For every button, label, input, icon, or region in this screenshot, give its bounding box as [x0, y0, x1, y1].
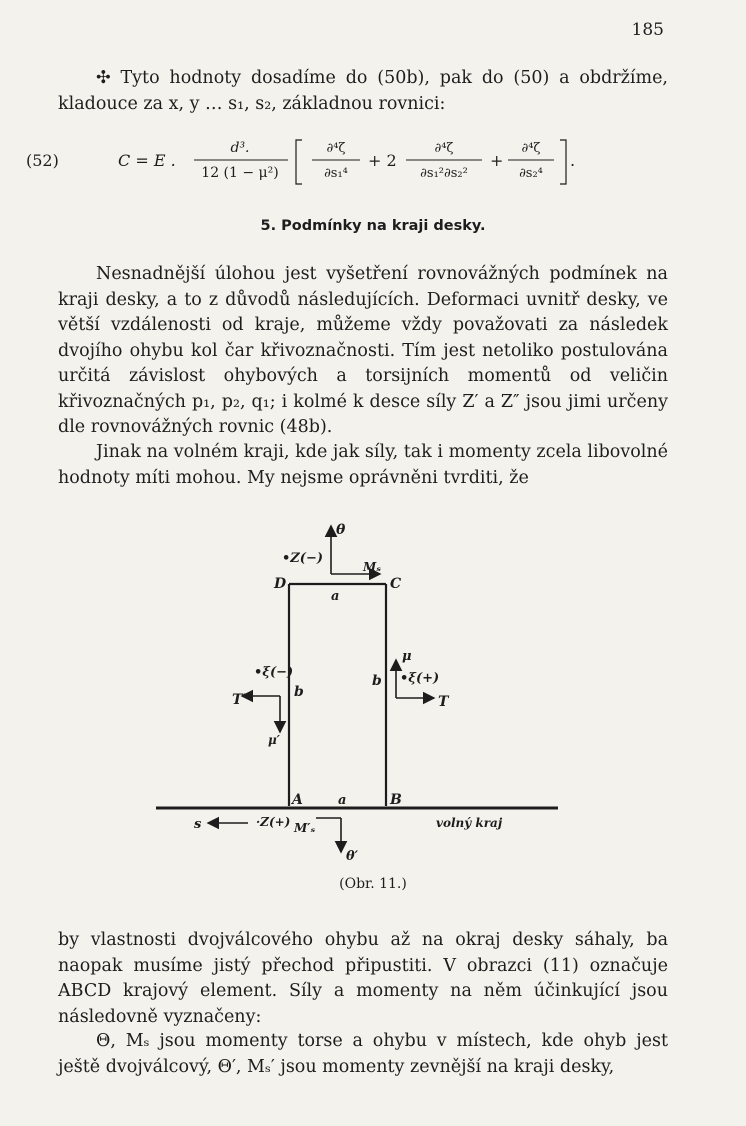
label-ms-prime: M′ₛ [294, 821, 316, 835]
eq-thickness-denominator: 12 (1 − μ²) [201, 165, 279, 181]
label-ms: Mₛ [363, 560, 382, 574]
eq-bracket-right [560, 140, 566, 184]
page-number: 185 [631, 20, 664, 40]
eq-term1-denominator: ∂s₁⁴ [324, 166, 348, 181]
paragraph-free-edge: Jinak na volném kraji, kde jak síly, tak i momenty zcela libovolné hodnoty míti mohou. My nejsme oprávněni tvrditi, že [58, 442, 668, 488]
eq-thickness-numerator: d³. [230, 140, 250, 156]
paragraph-moments: Θ, Mₛ jsou momenty torse a ohybu v místech, kde ohyb jest ještě dvojválcový, Θ′, Mₛ′ jsou momenty zevnější na kraji desky, [58, 1031, 668, 1077]
section-heading: 5. Podmínky na kraji desky. [260, 218, 486, 234]
label-a-top: a [331, 589, 340, 604]
label-b-right: b [372, 673, 382, 689]
label-xi-minus: •ξ(−) [254, 665, 294, 680]
label-b-corner: B [390, 792, 402, 808]
paragraph-intro: ✣ Tyto hodnoty dosadíme do (50b), pak do (50) a obdržíme, kladouce za x, y … s₁, s₂, základnou rovnici: [58, 68, 668, 114]
eq-bracket-left [296, 140, 302, 184]
eq-plus: + [490, 151, 504, 170]
label-s: s [194, 817, 202, 832]
label-xi-plus: •ξ(+) [400, 671, 440, 686]
equation-lhs: C = E . [118, 151, 176, 170]
figure-11-edge-element [150, 520, 570, 870]
eq-plus-2: + 2 [368, 151, 397, 170]
label-c: C [390, 576, 402, 592]
paragraph-edge-conditions: Nesnadnější úlohou jest vyšetření rovnovážných podmínek na kraji desky, a to z důvodů následujících. Deformaci uvnitř desky, ve větší vzdálenosti od kraje, můžeme vždy považovati za následek dvojího ohybu kol čar křivoznačnosti. Tím jest netoliko postulována určitá závislost ohybových a torsijních momentů od veličin křivoznačných p₁, p₂, q₁; i kolmé k desce síly Z′ a Z″ jsou jimi určeny dle rovnovážných rovnic (48b). [58, 264, 668, 437]
label-a-corner: A [292, 792, 303, 808]
eq-term2-numerator: ∂⁴ζ [434, 141, 454, 156]
equation-52 [26, 132, 706, 192]
label-z-minus: •Z(−) [282, 551, 323, 566]
label-t-prime: T′ [232, 692, 247, 708]
label-z-plus: ·Z(+) [256, 815, 291, 829]
eq-term1-numerator: ∂⁴ζ [326, 141, 346, 156]
eq-period: . [570, 151, 576, 170]
label-d: D [274, 576, 287, 592]
equation-number: (52) [26, 151, 59, 170]
label-free-edge: volný kraj [436, 816, 503, 830]
label-t: T [438, 694, 449, 710]
eq-term3-numerator: ∂⁴ζ [521, 141, 541, 156]
label-theta-prime: θ′ [346, 849, 359, 864]
label-a-bottom: a [338, 793, 347, 808]
eq-term3-denominator: ∂s₂⁴ [519, 166, 543, 181]
label-b-left: b [294, 684, 304, 700]
label-theta: θ [336, 522, 346, 538]
figure-caption: (Obr. 11.) [339, 876, 407, 892]
label-mu-prime: μ′ [268, 733, 280, 747]
paragraph-element-description: by vlastnosti dvojválcového ohybu až na okraj desky sáhaly, ba naopak musíme jistý přechod připustiti. V obrazci (11) označuje ABCD krajový element. Síly a momenty na něm účinkující jsou následovně vyznačeny: [58, 930, 668, 1027]
label-mu: μ [402, 649, 412, 664]
eq-term2-denominator: ∂s₁²∂s₂² [420, 166, 468, 181]
